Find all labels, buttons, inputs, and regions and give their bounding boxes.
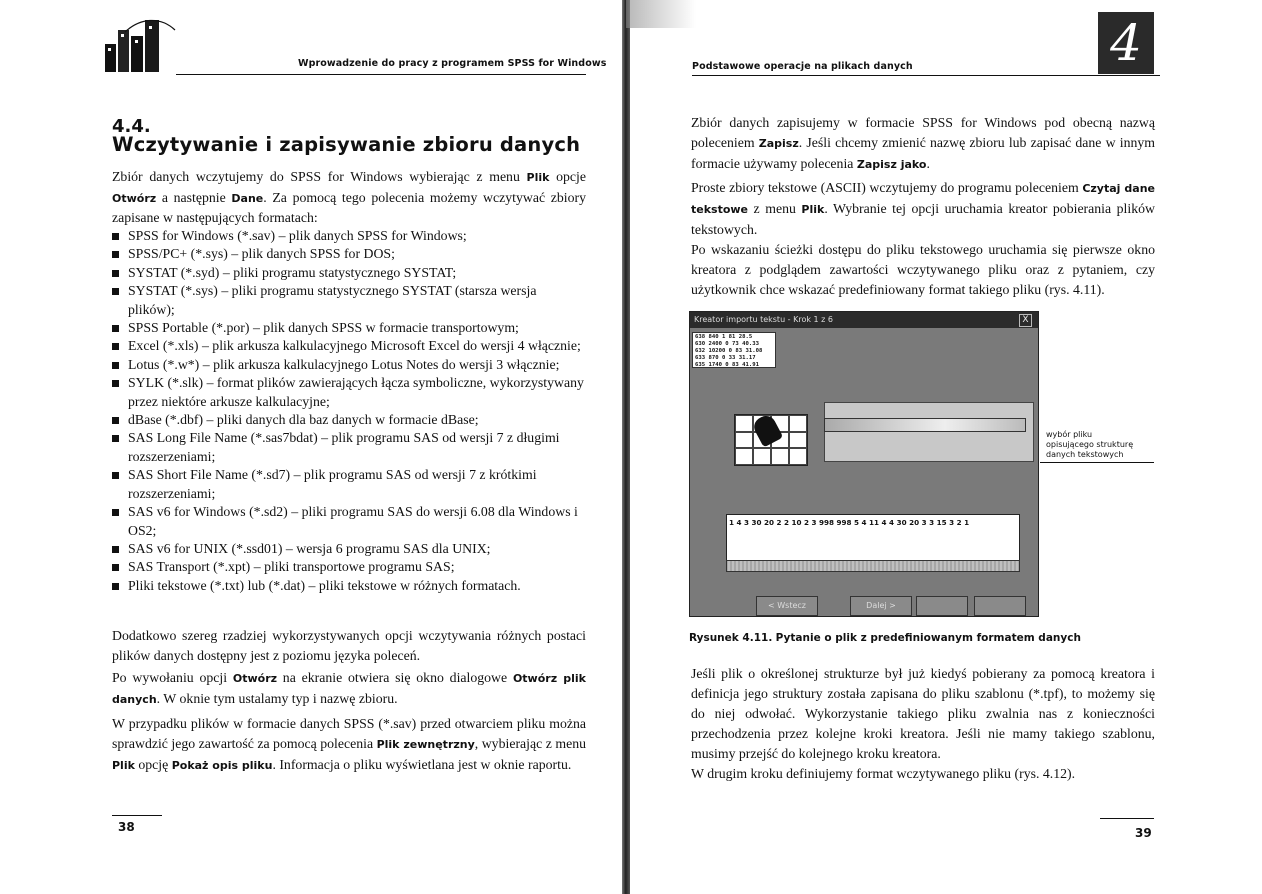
footer-rule: [112, 815, 162, 816]
page-number: 38: [118, 820, 135, 834]
page-number: 39: [1135, 826, 1152, 840]
file-preview: [692, 332, 776, 368]
import-wizard-dialog: [689, 311, 1039, 617]
paragraph-wizard: Po wskazaniu ścieżki dostępu do pliku tekstowego uruchamia się pierwsze okno kreatora z podglądem zawartości wczytywanego pliku oraz z pytaniem, czy użytkownik chce wskazać predefiniowany format takiego pliku (rys. 4.11).: [691, 242, 1155, 297]
paragraph-open: Po wywołaniu opcji Otwórz na ekranie otwiera się okno dialogowe Otwórz plik danych. W oknie tym ustalamy typ i nazwę zbioru.: [112, 670, 586, 706]
list-item: SYLK (*.slk) – format plików zawierających łącza symboliczne, wykorzystywany przez niektóre arkusze kalkulacyjne;: [110, 374, 586, 411]
annotation-rule: [1040, 462, 1154, 463]
annotation-line: opisującego strukturę: [1046, 440, 1134, 449]
paragraph-additional: Dodatkowo szereg rzadziej wykorzystywanych opcji wczytywania różnych postaci plików danych dostępny jest z poziomu języka poleceń.: [112, 628, 586, 663]
back-button[interactable]: < Wstecz: [756, 596, 818, 616]
menu-otworz: Otwórz: [112, 191, 157, 205]
cmd-pokaz-opis: Pokaż opis pliku: [171, 759, 273, 772]
cmd-zapisz-jako: Zapisz jako: [856, 158, 927, 171]
paragraph-ascii: Proste zbiory tekstowe (ASCII) wczytujemy do programu poleceniem Czytaj dane tekstowe z menu Plik. Wybranie tej opcji uruchamia kreator pobierania plików tekstowych.: [691, 180, 1156, 237]
data-preview-box: [726, 514, 1020, 562]
preview-line: 632 10200 0 83 31.08: [695, 348, 763, 354]
chapter-number-badge: 4: [1098, 12, 1154, 74]
figure-caption: [689, 632, 1081, 644]
preview-line: 638 840 1 81 28.5: [695, 334, 753, 340]
format-list: [110, 227, 586, 595]
section-title: Wczytywanie i zapisywanie zbioru danych: [112, 133, 581, 156]
menu-plik-3: Plik: [801, 203, 825, 216]
list-item: SYSTAT (*.sys) – pliki programu statystycznego SYSTAT (starsza wersja plików);: [110, 282, 586, 319]
list-item: dBase (*.dbf) – pliki danych dla baz danych w formacie dBase;: [110, 411, 586, 429]
dialog-title: Kreator importu tekstu - Krok 1 z 6: [690, 312, 1038, 328]
dialog-name: Otwórz plik danych: [112, 672, 586, 706]
paragraph-sav: W przypadku plików w formacie danych SPSS (*.sav) przed otwarciem pliku można sprawdzić jego zawartość za pomocą polecenia Plik zewnętrzny, wybierając z menu Plik opcję Pokaż opis pliku. Informacja o pliku wyświetlana jest w oknie raportu.: [112, 716, 587, 772]
data-row: 1 4 3 30 20 2 2 10 2 3 998 998 5 4 11 4 4 30 20 3 3 15 3 2 1: [729, 518, 970, 527]
header-rule: [176, 74, 586, 75]
horizontal-scrollbar[interactable]: [726, 560, 1020, 572]
menu-plik: Plik: [526, 171, 550, 184]
list-item: SPSS Portable (*.por) – plik danych SPSS w formacie transportowym;: [110, 319, 586, 337]
list-item: Excel (*.xls) – plik arkusza kalkulacyjnego Microsoft Excel do wersji 4 włącznie;: [110, 337, 586, 355]
paragraph-step2: W drugim kroku definiujemy format wczytywanego pliku (rys. 4.12).: [691, 766, 1076, 781]
bar-chart-logo-icon: [95, 14, 177, 74]
annotation-line: wybór pliku: [1046, 430, 1093, 439]
list-item: SYSTAT (*.syd) – pliki programu statystycznego SYSTAT;: [110, 264, 586, 282]
finish-button[interactable]: [916, 596, 968, 616]
list-item: SPSS/PC+ (*.sys) – plik danych SPSS for DOS;: [110, 245, 586, 263]
figure-annotation: [1046, 430, 1133, 460]
caption-text: Pytanie o plik z predefiniowanym formatem danych: [775, 632, 1081, 644]
header-rule: [692, 75, 1160, 76]
list-item: SAS Transport (*.xpt) – pliki transportowe programu SAS;: [110, 558, 586, 576]
page-header: Wprowadzenie do pracy z programem SPSS for Windows: [298, 58, 607, 69]
list-item: SAS Short File Name (*.sd7) – plik programu SAS od wersji 7 z krótkimi rozszerzeniami;: [110, 466, 586, 503]
menu-plik-2: Plik: [112, 759, 135, 772]
cmd-czytaj-dane: Czytaj dane tekstowe: [691, 182, 1156, 216]
footer-rule: [1100, 818, 1154, 819]
next-button[interactable]: Dalej >: [850, 596, 912, 616]
intro-paragraph: Zbiór danych wczytujemy do SPSS for Windows wybierając z menu Plik opcje Otwórz a następnie Dane. Za pomocą tego polecenia możemy wczytywać zbiory zapisane w następujących formatach:: [112, 169, 586, 225]
annotation-line: danych tekstowych: [1046, 450, 1124, 459]
section-number: 4.4.: [112, 116, 151, 137]
paragraph-save: Zbiór danych zapisujemy w formacie SPSS for Windows pod obecną nazwą poleceniem Zapisz. Jeśli chcemy zmienić nazwę zbioru lub zapisać dane w innym formacie używamy polecenia Zapisz jako.: [691, 115, 1155, 171]
preview-line: 635 1740 0 83 41.91: [695, 362, 759, 368]
list-item: Pliki tekstowe (*.txt) lub (*.dat) – pliki tekstowe w różnych formatach.: [110, 577, 586, 595]
list-item: SAS Long File Name (*.sas7bdat) – plik programu SAS od wersji 7 z długimi rozszerzeniami;: [110, 429, 586, 466]
preview-line: 633 870 0 33 31.17: [695, 355, 756, 361]
cancel-button[interactable]: [974, 596, 1026, 616]
list-item: SAS v6 for UNIX (*.ssd01) – wersja 6 programu SAS dla UNIX;: [110, 540, 586, 558]
preview-line: 630 2400 0 73 40.33: [695, 341, 759, 347]
page-header: Podstawowe operacje na plikach danych: [692, 61, 913, 72]
paragraph-tpf: Jeśli plik o określonej strukturze był już kiedyś pobierany za pomocą kreatora i definicja jego struktury została zapisana do pliku szablonu (*.tpf), to możemy się do niej odwołać. Wykorzystanie takiego pliku zwalnia nas z konieczności przechodzenia przez kolejne kroki kreatora. Jeśli nie mamy takiego szablonu, musimy przejść do kolejnego kroku kreatora.: [691, 666, 1155, 761]
menu-otworz-2: Otwórz: [232, 672, 278, 685]
close-icon[interactable]: X: [1019, 314, 1032, 327]
list-item: Lotus (*.w*) – plik arkusza kalkulacyjnego Lotus Notes do wersji 3 włącznie;: [110, 356, 586, 374]
format-option-panel[interactable]: [824, 402, 1034, 462]
cmd-zapisz: Zapisz: [758, 137, 799, 150]
caption-label: Rysunek 4.11.: [689, 632, 773, 644]
cmd-plik-zewnetrzny: Plik zewnętrzny: [376, 738, 475, 751]
left-page: [0, 0, 626, 894]
template-file-field[interactable]: [824, 418, 1026, 432]
list-item: SAS v6 for Windows (*.sd2) – pliki programu SAS do wersji 6.08 dla Windows i OS2;: [110, 503, 586, 540]
list-item: SPSS for Windows (*.sav) – plik danych SPSS for Windows;: [110, 227, 586, 245]
menu-dane: Dane: [231, 191, 264, 205]
